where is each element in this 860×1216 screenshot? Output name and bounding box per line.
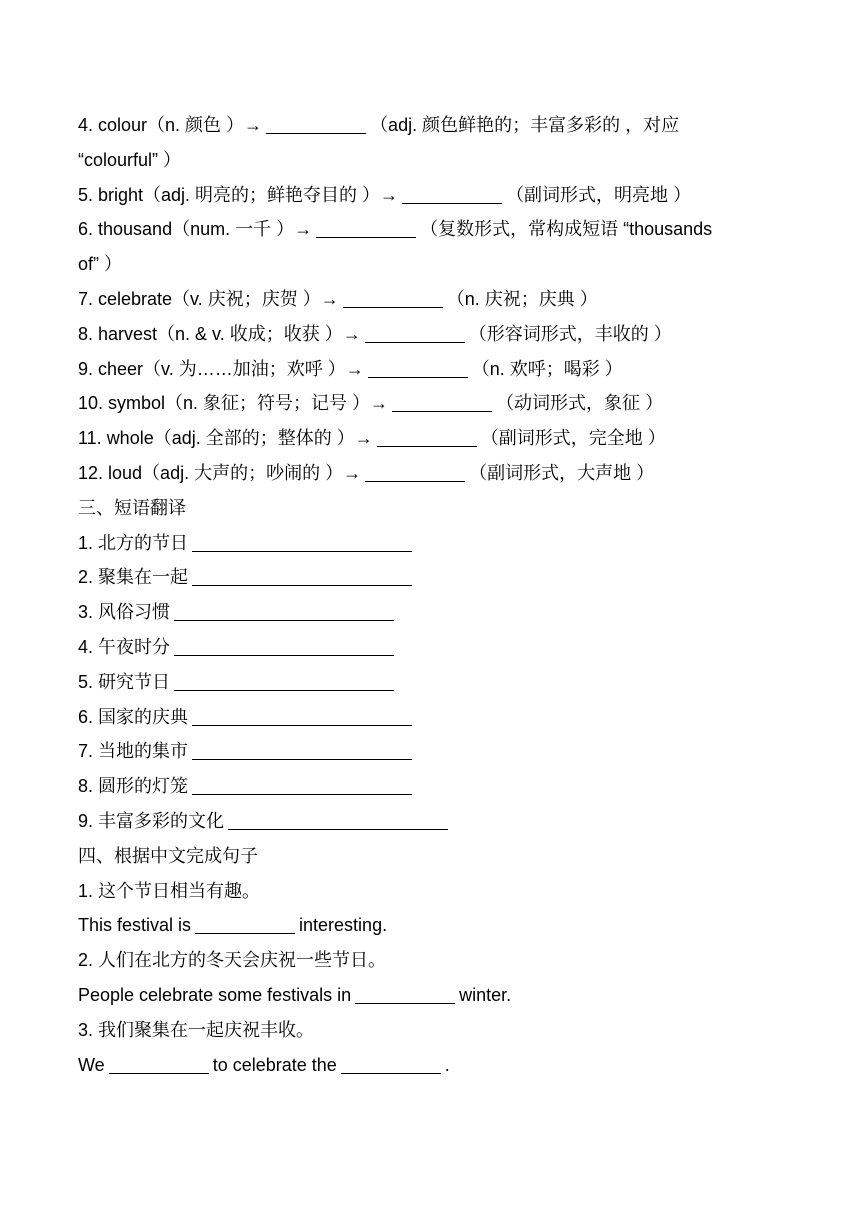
word-item-hint: （n. 欢呼；喝彩 ） — [471, 358, 623, 379]
answer-blank[interactable] — [341, 1053, 441, 1074]
answer-blank[interactable] — [368, 357, 468, 378]
word-item-text: 7. celebrate（v. 庆祝；庆贺 ）→ — [78, 288, 339, 309]
sentence-en — [78, 978, 790, 1013]
phrase-text: 1. 北方的节日 — [78, 532, 189, 553]
answer-blank[interactable] — [343, 287, 443, 308]
word-item-text: 4. colour（n. 颜色 ）→ — [78, 115, 263, 135]
word-item-10 — [78, 386, 790, 421]
phrase-item — [78, 804, 790, 839]
sentence-part: This festival is — [78, 915, 192, 936]
word-item-hint: （adj. 颜色鲜艳的；丰富多彩的 ，对应 — [370, 115, 680, 135]
word-item-4-cont — [78, 143, 790, 178]
phrase-text: 6. 国家的庆典 — [78, 706, 189, 727]
sentence-cn: 2. 人们在北方的冬天会庆祝一些节日。 — [78, 950, 387, 971]
phrase-item — [78, 769, 790, 804]
section-title-sentence-completion: 四、根据中文完成句子 — [78, 845, 258, 866]
phrase-item — [78, 526, 790, 561]
phrase-item — [78, 560, 790, 595]
phrase-text: 5. 研究节日 — [78, 671, 171, 692]
word-item-hint: （形容词形式，丰收的 ） — [468, 323, 672, 344]
worksheet-page — [78, 108, 790, 1082]
phrase-text: 7. 当地的集市 — [78, 741, 189, 762]
word-item-hint: （副词形式，明亮地 ） — [506, 184, 692, 205]
phrase-text: 2. 聚集在一起 — [78, 567, 189, 588]
word-item-hint-cont: “colourful” ） — [78, 149, 182, 170]
sentence-cn: 1. 这个节日相当有趣。 — [78, 880, 261, 901]
answer-blank[interactable] — [192, 565, 412, 586]
word-item-hint: （副词形式，大声地 ） — [469, 462, 655, 483]
word-item-text: 6. thousand（num. 一千 ）→ — [78, 219, 313, 240]
word-item-8 — [78, 317, 790, 352]
word-item-text: 12. loud（adj. 大声的；吵闹的 ）→ — [78, 462, 362, 483]
answer-blank[interactable] — [174, 600, 394, 621]
phrase-item — [78, 630, 790, 665]
word-item-5 — [78, 178, 790, 213]
sentence-en — [78, 1048, 790, 1083]
answer-blank[interactable] — [192, 774, 412, 795]
answer-blank[interactable] — [174, 670, 394, 691]
phrase-item — [78, 700, 790, 735]
answer-blank[interactable] — [266, 113, 366, 134]
sentence-part: We — [78, 1054, 105, 1075]
word-item-9 — [78, 352, 790, 387]
word-item-text: 9. cheer（v. 为……加油；欢呼 ）→ — [78, 358, 364, 379]
word-item-hint: （动词形式，象征 ） — [496, 393, 664, 414]
answer-blank[interactable] — [392, 391, 492, 412]
word-item-hint: （n. 庆祝；庆典 ） — [446, 288, 598, 309]
answer-blank[interactable] — [316, 217, 416, 238]
phrase-text: 8. 圆形的灯笼 — [78, 776, 189, 797]
answer-blank[interactable] — [402, 183, 502, 204]
word-item-12 — [78, 456, 790, 491]
sentence-cn: 3. 我们聚集在一起庆祝丰收。 — [78, 1019, 315, 1040]
answer-blank[interactable] — [174, 635, 394, 656]
answer-blank[interactable] — [355, 983, 455, 1004]
word-item-6 — [78, 212, 790, 247]
phrase-text: 9. 丰富多彩的文化 — [78, 810, 225, 831]
answer-blank[interactable] — [228, 809, 448, 830]
answer-blank[interactable] — [192, 531, 412, 552]
word-item-11 — [78, 421, 790, 456]
answer-blank[interactable] — [192, 705, 412, 726]
word-item-text: 11. whole（adj. 全部的；整体的 ）→ — [78, 428, 373, 449]
answer-blank[interactable] — [365, 461, 465, 482]
answer-blank[interactable] — [377, 426, 477, 447]
phrase-text: 3. 风俗习惯 — [78, 602, 171, 623]
sentence-part: to celebrate the — [212, 1054, 337, 1075]
sentence-part: winter. — [459, 984, 512, 1005]
word-item-text: 5. bright（adj. 明亮的；鲜艳夺目的 ）→ — [78, 184, 399, 205]
answer-blank[interactable] — [365, 322, 465, 343]
sentence-en — [78, 908, 790, 943]
word-item-hint: （复数形式，常构成短语 “thousands — [420, 219, 713, 240]
word-item-hint: （副词形式，完全地 ） — [480, 428, 666, 449]
sentence-part: . — [444, 1054, 450, 1075]
answer-blank[interactable] — [195, 913, 295, 934]
word-item-7 — [78, 282, 790, 317]
word-item-hint-cont: of” ） — [78, 254, 123, 275]
phrase-item — [78, 595, 790, 630]
word-item-4 — [78, 108, 790, 143]
phrase-text: 4. 午夜时分 — [78, 636, 171, 657]
phrase-item — [78, 665, 790, 700]
answer-blank[interactable] — [109, 1053, 209, 1074]
word-item-text: 10. symbol（n. 象征；符号；记号 ）→ — [78, 393, 389, 414]
phrase-item — [78, 734, 790, 769]
section-title-phrase-translation: 三、短语翻译 — [78, 497, 186, 518]
word-item-text: 8. harvest（n. & v. 收成；收获 ）→ — [78, 323, 361, 344]
word-item-6-cont — [78, 247, 790, 282]
sentence-part: People celebrate some festivals in — [78, 984, 352, 1005]
answer-blank[interactable] — [192, 739, 412, 760]
sentence-part: interesting. — [299, 915, 388, 936]
